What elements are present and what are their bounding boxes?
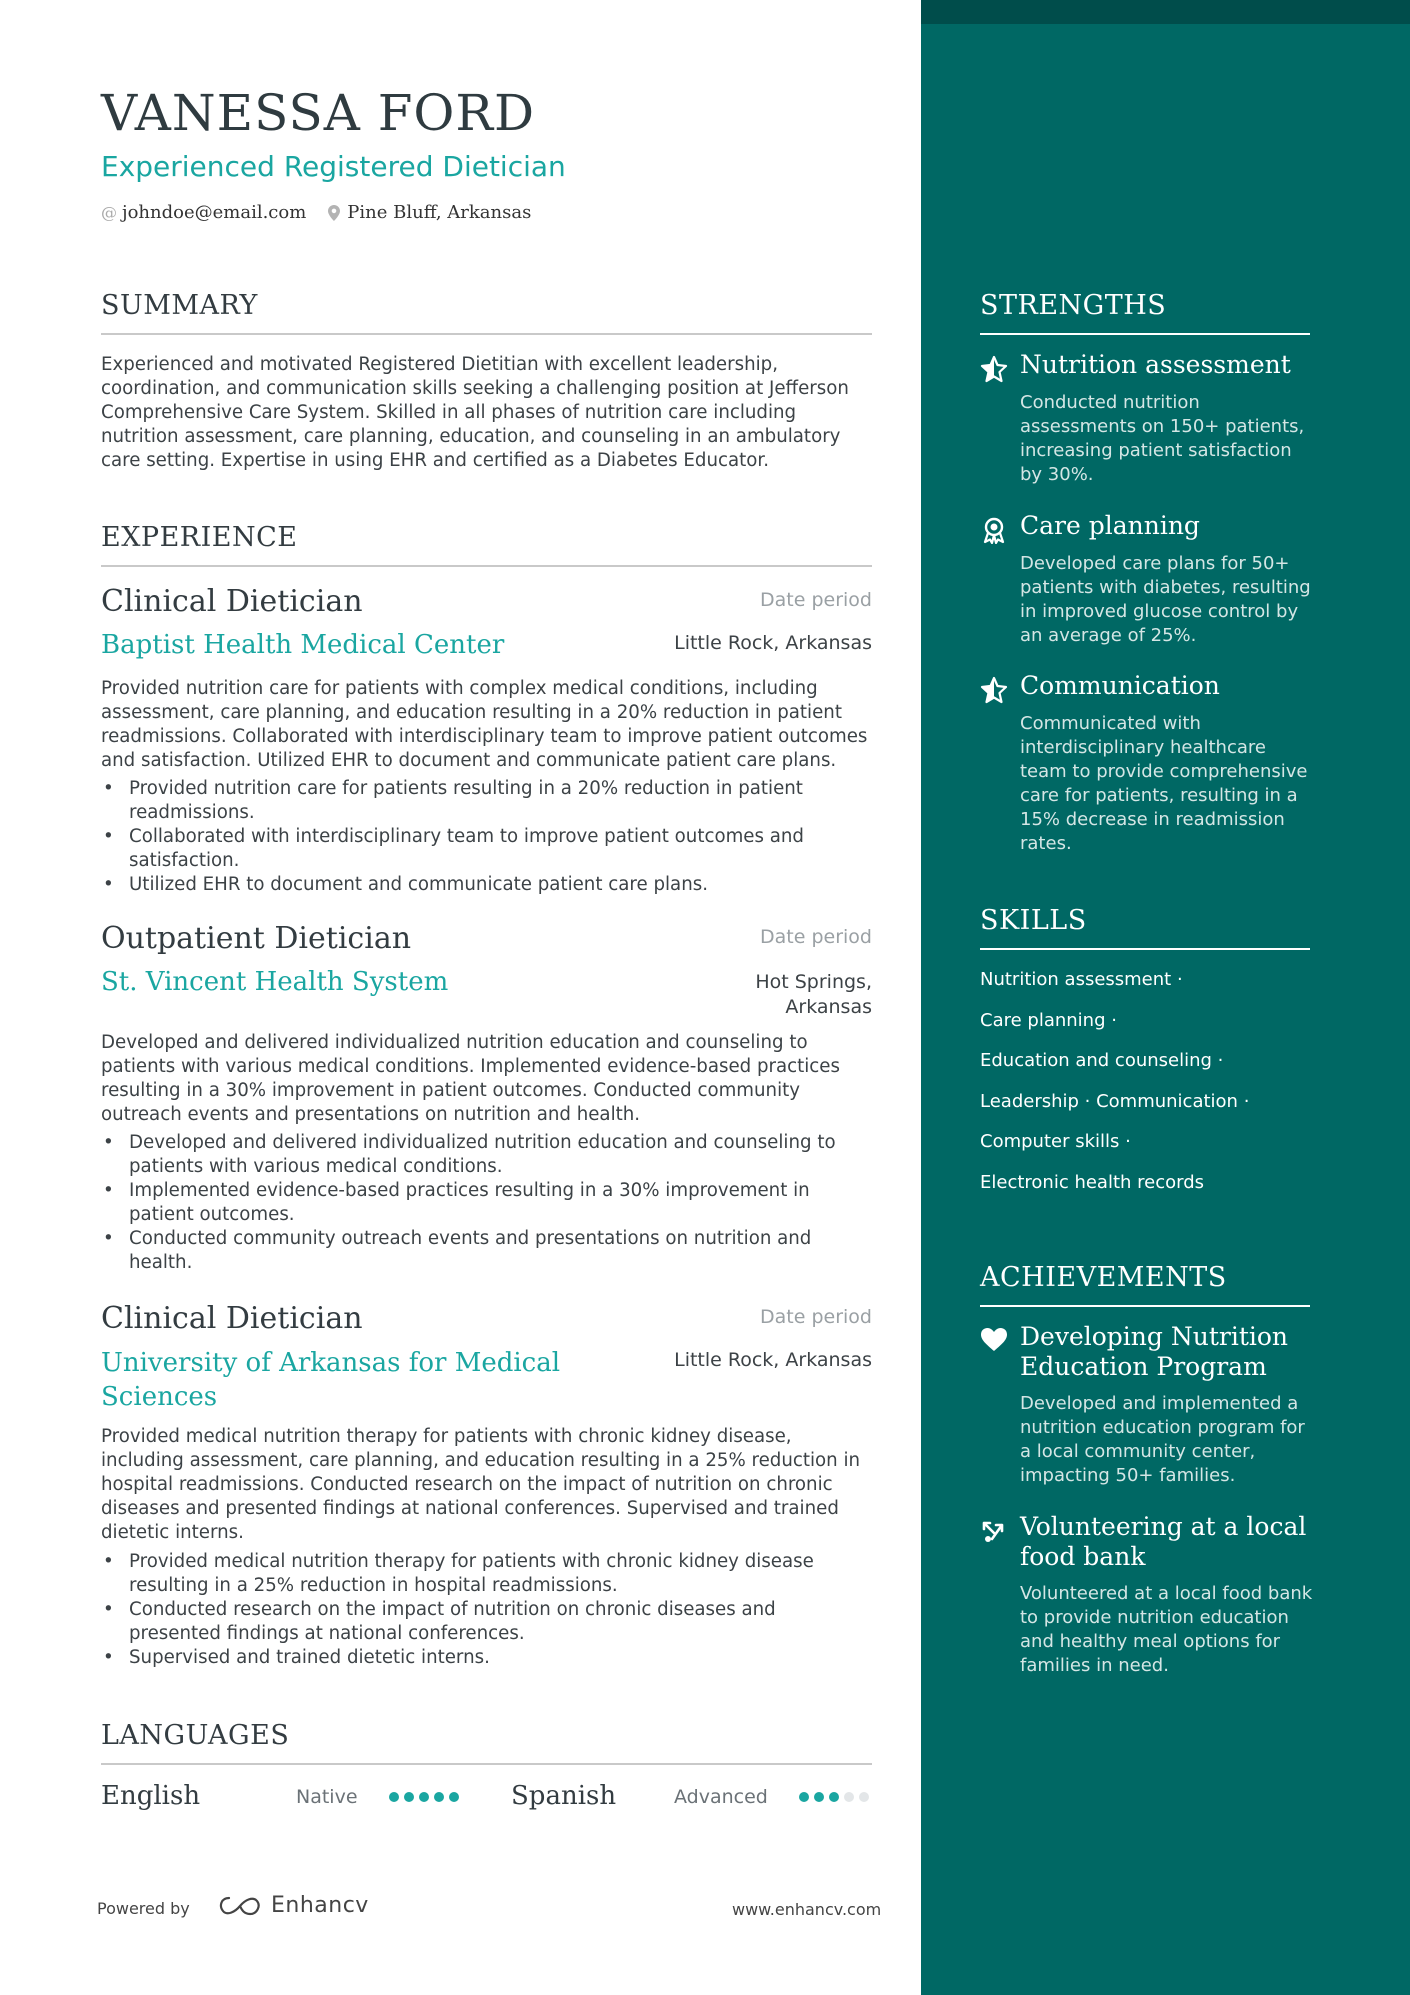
rating-dot-empty [859,1792,869,1802]
rating-dot-filled [814,1792,824,1802]
job-location-line: Arkansas [785,996,872,1018]
job-bullets [101,1131,872,1275]
candidate-title: Experienced Registered Dietician [101,150,566,183]
achievement-title-line: Developing Nutrition [1020,1322,1289,1351]
rating-dot-filled [449,1792,459,1802]
rating-dot-filled [419,1792,429,1802]
job-company-line: Sciences [101,1382,218,1412]
bullet-item: • Developed and delivered individualized nutrition education and counseling to patients with various medical conditions. [101,1131,872,1179]
at-icon: @ [101,203,117,222]
achievement-title [1020,1322,1315,1382]
achievement-title-line: Volunteering at a local [1020,1512,1307,1541]
brand-name: Enhancv [271,1893,369,1918]
bullet-item: • Implemented evidence-based practices resulting in a 30% improvement in patient outcomes. [101,1179,872,1227]
candidate-name: VANESSA FORD [101,84,536,142]
job-bullets [101,777,872,897]
job-company: St. Vincent Health System [101,967,449,997]
award-medal-icon [980,516,1008,544]
rating-dot-filled [799,1792,809,1802]
rating-dot-filled [434,1792,444,1802]
achievement-description: Volunteered at a local food bank to provide nutrition education and healthy meal options for families in need. [1020,1583,1313,1676]
achievement-title-line: Education Program [1020,1352,1267,1381]
strength-title: Nutrition assessment [1020,350,1291,379]
contact-line [101,202,531,223]
strengths-heading: STRENGTHS [980,290,1310,335]
bullet-item: • Conducted community outreach events and presentations on nutrition and health. [101,1227,872,1275]
strength-description: Conducted nutrition assessments on 150+ patients, increasing patient satisfaction by 30%. [1020,392,1305,485]
summary-heading: SUMMARY [101,290,872,335]
job-company: Baptist Health Medical Center [101,630,505,660]
job-company [101,1346,581,1414]
job-location: Little Rock, Arkansas [674,632,872,654]
job-description: Developed and delivered individualized nutrition education and counseling to patients with various medical conditions. Implemented evidence-based practices resulting in a 30% improvement in patient outcomes. Conducted community outreach events and presentations on nutrition and health. [101,1032,840,1125]
job-description: Provided nutrition care for patients with complex medical conditions, including assessment, care planning, and education resulting in a 20% reduction in patient readmissions. Collaborated with interdisciplinary team to improve patient outcomes and satisfaction. Utilized EHR to document and communicate patient care plans. [101,678,868,771]
job-location [755,970,872,1020]
skill-line: Education and counseling · [980,1050,1224,1071]
job-date: Date period [760,589,872,611]
location-text: Pine Bluff, Arkansas [347,202,532,223]
job-company-line: University of Arkansas for Medical [101,1348,561,1378]
bullet-item: • Supervised and trained dietetic interns. [101,1646,872,1670]
achievement-description: Developed and implemented a nutrition education program for a local community center, impacting 50+ families. [1020,1393,1305,1486]
achievement-title-line: food bank [1020,1542,1146,1571]
email-text[interactable]: johndoe@email.com [122,202,307,223]
heart-icon [980,1326,1008,1354]
sidebar-top-band [921,0,1410,24]
skills-heading: SKILLS [980,905,1310,950]
job-date: Date period [760,926,872,948]
languages-heading: LANGUAGES [101,1720,872,1765]
job-location: Little Rock, Arkansas [674,1349,872,1371]
strength-title: Communication [1020,671,1220,700]
enhancv-logo[interactable] [217,1893,369,1918]
strength-description: Communicated with interdisciplinary healthcare team to provide comprehensive care for patients, resulting in a 15% decrease in readmission rates. [1020,713,1308,854]
strength-title: Care planning [1020,511,1200,540]
bullet-item: • Conducted research on the impact of nutrition on chronic diseases and presented findings at national conferences. [101,1598,872,1646]
job-title: Outpatient Dietician [101,921,412,956]
language-rating [389,1792,459,1802]
footer-url[interactable]: www.enhancv.com [732,1900,882,1919]
bullet-item: • Provided medical nutrition therapy for patients with chronic kidney disease resulting in a 25% reduction in hospital readmissions. [101,1550,872,1598]
rating-dot-filled [829,1792,839,1802]
language-level: Advanced [674,1786,768,1808]
star-icon [980,676,1008,704]
skill-line: Leadership · Communication · [980,1091,1250,1112]
rating-dot-filled [404,1792,414,1802]
skill-line: Computer skills · [980,1131,1131,1152]
map-pin-icon [328,205,340,221]
bullet-item: • Collaborated with interdisciplinary team to improve patient outcomes and satisfaction. [101,825,872,873]
job-bullets [101,1550,872,1670]
skill-line: Nutrition assessment · [980,969,1183,990]
summary-text: Experienced and motivated Registered Dietitian with excellent leadership, coordination, and communication skills seeking a challenging position at Jefferson Comprehensive Care System. Skilled in all phases of nutrition care including nutrition assessment, care planning, education, and counseling in an ambulatory care setting. Expertise in using EHR and certified as a Diabetes Educator. [101,354,849,471]
job-title: Clinical Dietician [101,584,363,619]
enhancv-logo-icon [217,1894,263,1918]
hands-helping-icon [980,1517,1008,1545]
bullet-item: • Provided nutrition care for patients resulting in a 20% reduction in patient readmissions. [101,777,872,825]
star-icon [980,355,1008,383]
bullet-item: • Utilized EHR to document and communicate patient care plans. [101,873,872,897]
language-rating [799,1792,869,1802]
experience-heading: EXPERIENCE [101,522,872,567]
job-date: Date period [760,1306,872,1328]
job-title: Clinical Dietician [101,1301,363,1336]
achievements-heading: ACHIEVEMENTS [980,1262,1310,1307]
strength-description: Developed care plans for 50+ patients with diabetes, resulting in improved glucose control by an average of 25%. [1020,553,1311,646]
language-level: Native [296,1786,358,1808]
job-description: Provided medical nutrition therapy for patients with chronic kidney disease, including assessment, care planning, and education resulting in a 25% reduction in hospital readmissions. Conducted research on the impact of nutrition on chronic diseases and presented findings at national conferences. Supervised and trained dietetic interns. [101,1426,861,1543]
language-name: English [101,1781,201,1811]
rating-dot-empty [844,1792,854,1802]
skill-line: Care planning · [980,1010,1117,1031]
skill-line: Electronic health records [980,1172,1205,1193]
language-name: Spanish [511,1781,617,1811]
rating-dot-filled [389,1792,399,1802]
job-location-line: Hot Springs, [755,971,872,993]
powered-by-label: Powered by [97,1899,190,1918]
achievement-title [1020,1512,1315,1572]
location-group [328,202,531,223]
